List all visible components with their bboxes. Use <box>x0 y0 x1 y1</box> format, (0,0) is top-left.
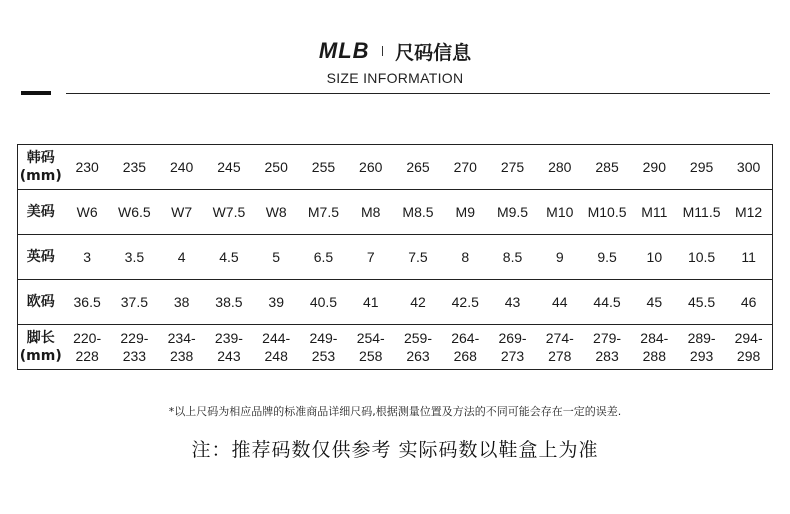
size-cell: 6.5 <box>300 235 347 280</box>
row-label: 美码 <box>18 190 64 235</box>
size-cell: 4.5 <box>205 235 252 280</box>
size-cell: W6.5 <box>111 190 158 235</box>
size-cell: M11 <box>631 190 678 235</box>
size-cell: M10 <box>536 190 583 235</box>
size-cell: 244- 248 <box>253 325 300 370</box>
accent-divider <box>21 91 51 95</box>
size-cell: 235 <box>111 145 158 190</box>
size-cell: M12 <box>725 190 772 235</box>
size-cell: 295 <box>678 145 725 190</box>
size-cell: 3.5 <box>111 235 158 280</box>
size-cell: 294- 298 <box>725 325 772 370</box>
row-label: 韩码 (mm) <box>18 145 64 190</box>
size-cell: 254- 258 <box>347 325 394 370</box>
size-cell: 43 <box>489 280 536 325</box>
size-cell: 249- 253 <box>300 325 347 370</box>
size-table-body <box>18 145 773 370</box>
row-foot-length <box>18 325 773 370</box>
size-cell: 8.5 <box>489 235 536 280</box>
size-cell: W7.5 <box>205 190 252 235</box>
size-cell: W6 <box>64 190 111 235</box>
size-cell: 270 <box>442 145 489 190</box>
size-cell: 269- 273 <box>489 325 536 370</box>
size-cell: 4 <box>158 235 205 280</box>
size-cell: 9 <box>536 235 583 280</box>
size-cell: 220- 228 <box>64 325 111 370</box>
size-cell: W8 <box>253 190 300 235</box>
size-cell: 46 <box>725 280 772 325</box>
size-cell: 300 <box>725 145 772 190</box>
size-cell: 40.5 <box>300 280 347 325</box>
row-us-size <box>18 190 773 235</box>
page-title: 尺码信息 <box>395 41 472 64</box>
size-cell: 284- 288 <box>631 325 678 370</box>
size-cell: 285 <box>583 145 630 190</box>
size-cell: 290 <box>631 145 678 190</box>
title-separator <box>382 46 384 56</box>
row-kr-size <box>18 145 773 190</box>
row-label: 脚长 (mm) <box>18 325 64 370</box>
size-cell: 259- 263 <box>394 325 441 370</box>
title-row <box>0 36 790 66</box>
size-cell: 42.5 <box>442 280 489 325</box>
footnote: *以上尺码为相应品牌的标准商品详细尺码,根据测量位置及方法的不同可能会存在一定的误差. <box>168 405 622 418</box>
size-cell: 7.5 <box>394 235 441 280</box>
size-cell: 8 <box>442 235 489 280</box>
size-cell: 230 <box>64 145 111 190</box>
size-cell: 279- 283 <box>583 325 630 370</box>
size-cell: 42 <box>394 280 441 325</box>
size-cell: W7 <box>158 190 205 235</box>
size-table <box>17 144 773 370</box>
size-cell: 7 <box>347 235 394 280</box>
size-cell: 280 <box>536 145 583 190</box>
size-cell: 37.5 <box>111 280 158 325</box>
size-cell: 45 <box>631 280 678 325</box>
size-cell: 3 <box>64 235 111 280</box>
size-cell: 10.5 <box>678 235 725 280</box>
row-eu-size <box>18 280 773 325</box>
size-cell: 240 <box>158 145 205 190</box>
size-cell: 36.5 <box>64 280 111 325</box>
size-cell: 265 <box>394 145 441 190</box>
size-cell: 255 <box>300 145 347 190</box>
size-cell: 41 <box>347 280 394 325</box>
size-cell: 250 <box>253 145 300 190</box>
header <box>0 36 790 86</box>
size-cell: 45.5 <box>678 280 725 325</box>
row-label: 欧码 <box>18 280 64 325</box>
size-cell: M8 <box>347 190 394 235</box>
size-cell: 239- 243 <box>205 325 252 370</box>
size-cell: M11.5 <box>678 190 725 235</box>
page-subtitle: SIZE INFORMATION <box>326 70 464 86</box>
size-cell: M10.5 <box>583 190 630 235</box>
size-cell: M8.5 <box>394 190 441 235</box>
row-label: 英码 <box>18 235 64 280</box>
size-cell: 11 <box>725 235 772 280</box>
brand-logo: MLB <box>318 38 370 63</box>
size-cell: 264- 268 <box>442 325 489 370</box>
size-cell: 39 <box>253 280 300 325</box>
size-cell: 260 <box>347 145 394 190</box>
size-cell: 38 <box>158 280 205 325</box>
size-cell: 289- 293 <box>678 325 725 370</box>
row-uk-size <box>18 235 773 280</box>
size-cell: 229- 233 <box>111 325 158 370</box>
size-cell: 274- 278 <box>536 325 583 370</box>
size-cell: 245 <box>205 145 252 190</box>
size-cell: M9.5 <box>489 190 536 235</box>
size-cell: 38.5 <box>205 280 252 325</box>
size-cell: M7.5 <box>300 190 347 235</box>
size-cell: M9 <box>442 190 489 235</box>
size-cell: 275 <box>489 145 536 190</box>
size-cell: 10 <box>631 235 678 280</box>
size-cell: 9.5 <box>583 235 630 280</box>
size-cell: 44.5 <box>583 280 630 325</box>
size-advice-note: 注：推荐码数仅供参考 实际码数以鞋盒上为准 <box>191 439 599 461</box>
size-cell: 5 <box>253 235 300 280</box>
size-cell: 234- 238 <box>158 325 205 370</box>
size-cell: 44 <box>536 280 583 325</box>
header-divider <box>66 93 770 94</box>
